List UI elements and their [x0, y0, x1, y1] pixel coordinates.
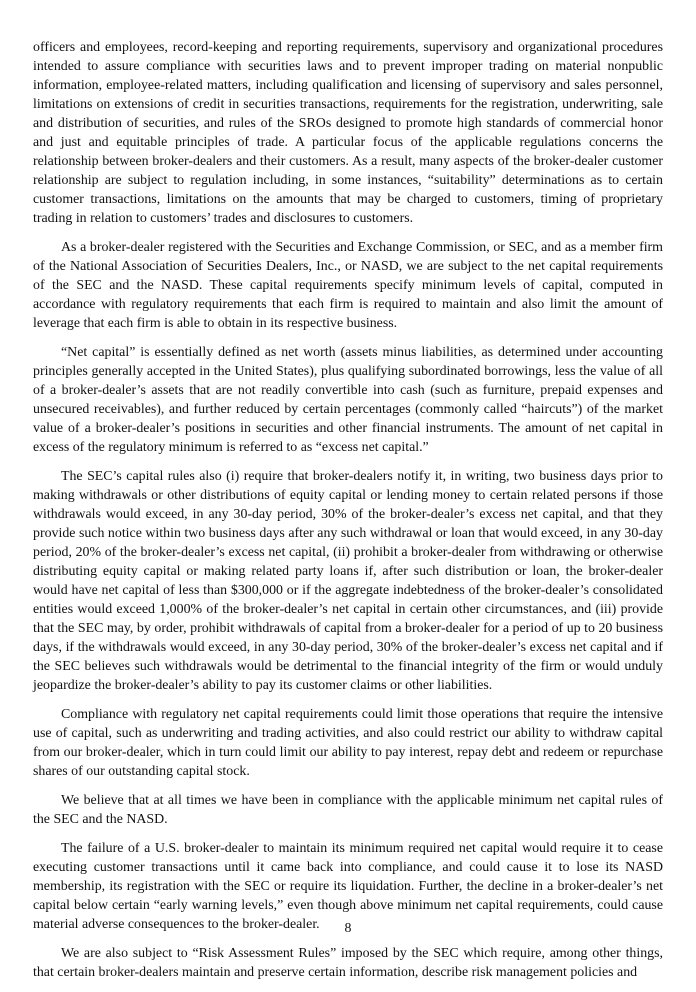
paragraph-compliance-limits: Compliance with regulatory net capital requirements could limit those operations that require the intensive use of capital, such as underwriting and trading activities, and also could restrict our ability to withdraw capital from our broker-dealer, which in turn could limit our ability to pay interest, repay debt and redeem or repurchase shares of our outstanding capital stock.	[33, 707, 663, 779]
paragraph-risk-assessment-rules: We are also subject to “Risk Assessment Rules” imposed by the SEC which require, among other things, that certain broker-dealers maintain and preserve certain information, describe risk management policies and	[33, 946, 663, 980]
paragraph-continued-regulation: officers and employees, record-keeping and reporting requirements, supervisory and organizational procedures intended to assure compliance with securities laws and to prevent improper trading on material nonpublic information, employee-related matters, including qualification and licensing of supervisory and sales personnel, limitations on extensions of credit in securities transactions, requirements for the registration, underwriting, sale and distribution of securities, and rules of the SROs designed to promote high standards of commercial honor and just and equitable principles of trade. A particular focus of the applicable regulations concerns the relationship between broker-dealers and their customers. As a result, many aspects of the broker-dealer customer relationship are subject to regulation including, in some instances, “suitability” determinations as to certain customer transactions, limitations on the amounts that may be charged to customers, timing of proprietary trading in relation to customers’ trades and disclosures to customers.	[33, 40, 663, 226]
paragraph-net-capital-definition: “Net capital” is essentially defined as net worth (assets minus liabilities, as determined under accounting principles generally accepted in the United States), plus qualifying subordinated borrowings, less the value of all of a broker-dealer’s assets that are not readily convertible into cash (such as furniture, prepaid expenses and unsecured receivables), and further reduced by certain percentages (commonly called “haircuts”) of the market value of a broker-dealer’s positions in securities and other financial instruments. The amount of net capital in excess of the regulatory minimum is referred to as “excess net capital.”	[33, 345, 663, 455]
document-page	[33, 38, 663, 992]
paragraph-compliance-belief: We believe that at all times we have been in compliance with the applicable minimum net capital rules of the SEC and the NASD.	[33, 793, 663, 827]
paragraph-sec-capital-rules: The SEC’s capital rules also (i) require that broker-dealers notify it, in writing, two business days prior to making withdrawals or other distributions of equity capital or lending money to certain related persons if those withdrawals would exceed, in any 30-day period, 30% of the broker-dealer’s excess net capital, and that they provide such notice within two business days after any such withdrawal or loan that would exceed, in any 30-day period, 20% of the broker-dealer’s excess net capital, (ii) prohibit a broker-dealer from withdrawing or otherwise distributing equity capital or making related party loans if, after such distribution or loan, the broker-dealer would have net capital of less than $300,000 or if the aggregate indebtedness of the broker-dealer’s consolidated entities would exceed 1,000% of the broker-dealer’s net capital in certain other circumstances, and (iii) provide that the SEC may, by order, prohibit withdrawals of capital from a broker-dealer for a period of up to 20 business days, if the withdrawals would exceed, in any 30-day period, 30% of the broker-dealer’s excess net capital and if the SEC believes such withdrawals would be detrimental to the financial integrity of the firm or would unduly jeopardize the broker-dealer’s ability to pay its customer claims or other liabilities.	[33, 469, 663, 693]
page-number: 8	[344, 921, 352, 936]
paragraph-net-capital-requirements: As a broker-dealer registered with the Securities and Exchange Commission, or SEC, and as a member firm of the National Association of Securities Dealers, Inc., or NASD, we are subject to the net capital requirements of the SEC and the NASD. These capital requirements specify minimum levels of capital, computed in accordance with regulatory requirements that each firm is required to maintain and also limit the amount of leverage that each firm is able to obtain in its respective business.	[33, 240, 663, 331]
paragraph-failure-consequences: The failure of a U.S. broker-dealer to maintain its minimum required net capital would require it to cease executing customer transactions until it came back into compliance, and could cause it to lose its NASD membership, its registration with the SEC or require its liquidation. Further, the decline in a broker-dealer’s net capital below certain “early warning levels,” even though above minimum net capital requirements, could cause material adverse consequences to the broker-dealer.	[33, 841, 663, 932]
